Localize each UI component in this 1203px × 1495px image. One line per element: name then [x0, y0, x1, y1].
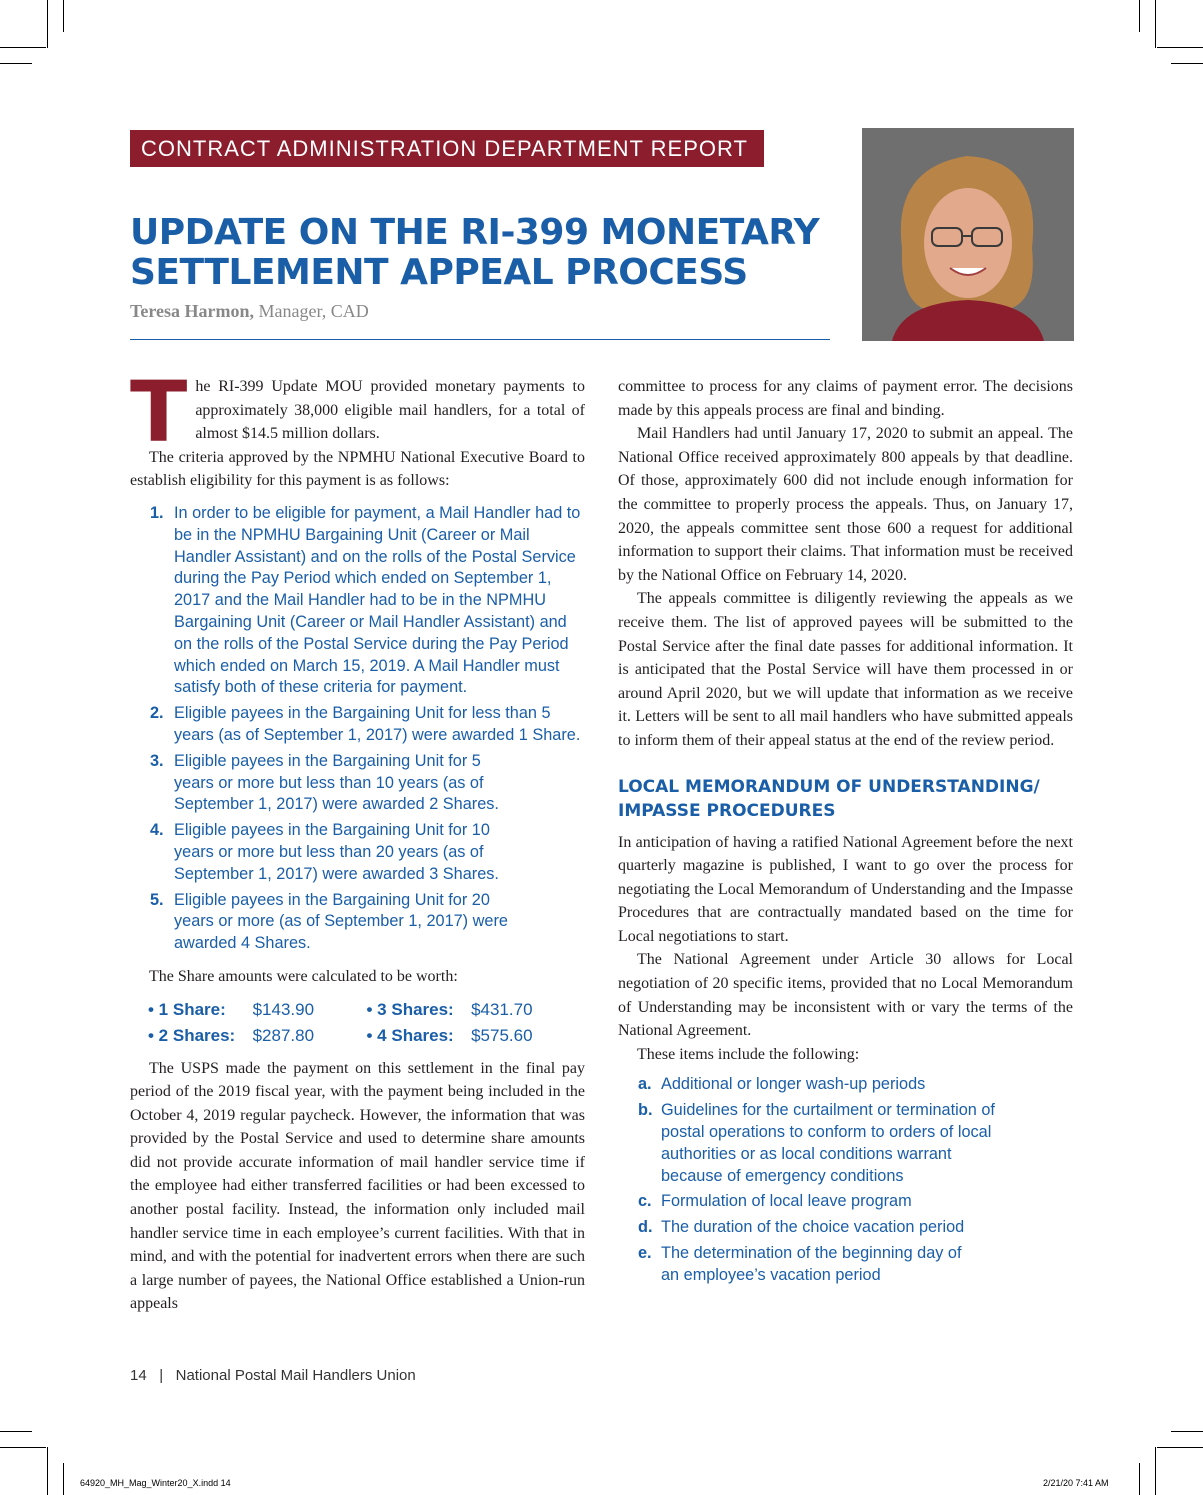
crop-mark	[0, 1431, 32, 1432]
slug-file: 64920_MH_Mag_Winter20_X.indd 14	[80, 1478, 231, 1488]
list-number: 5.	[150, 890, 164, 909]
title-line-1: UPDATE ON THE RI-399 MONETARY	[130, 212, 820, 253]
department-banner: CONTRACT ADMINISTRATION DEPARTMENT REPORT	[130, 130, 764, 167]
criteria-intro: The criteria approved by the NPMHU National Executive Board to establish eligibility for this payment is as follows:	[130, 448, 585, 490]
page-footer	[130, 1367, 416, 1384]
article30-paragraph: The National Agreement under Article 30 allows for Local negotiation of 20 specific items, provided that no Local Memorandum of Understanding may be inconsistent with or vary the terms of the National Agreement.	[618, 951, 1073, 1040]
list-item	[130, 820, 585, 885]
share-label: • 1 Share:	[148, 999, 226, 1019]
byline	[130, 301, 369, 322]
list-text: Eligible payees in the Bargaining Unit for less than 5 years (as of September 1, 2017) were awarded 1 Share.	[174, 704, 581, 744]
crop-mark	[1157, 1447, 1203, 1448]
section-heading	[618, 775, 1073, 823]
list-letter: b.	[638, 1101, 653, 1120]
list-item	[130, 703, 585, 747]
share-label: • 4 Shares:	[366, 1025, 454, 1045]
publication-name: National Postal Mail Handlers Union	[175, 1367, 416, 1384]
heading-line: LOCAL MEMORANDUM OF UNDERSTANDING/	[618, 776, 1040, 797]
list-letter: d.	[638, 1218, 653, 1237]
list-letter: a.	[638, 1075, 652, 1094]
list-item	[130, 751, 585, 816]
list-item	[618, 1243, 1073, 1287]
review-paragraph: The appeals committee is diligently reviewing the appeals as we receive them. The list of approved payees will be submitted to the Postal Service after the final date passes for additional information. It is anticipated that the Postal Service will have them processed in or around April 2020, but we will update that information as we receive it. Letters will be sent to all mail handlers who have submitted appeals to inform them of their appeal status at the end of the review period.	[618, 590, 1073, 749]
title-rule	[130, 339, 830, 340]
list-text: Guidelines for the curtailment or termination of postal operations to conform to orders of local authorities or as local conditions warrant because of emergency conditions	[661, 1101, 995, 1185]
list-item	[130, 890, 585, 955]
page-number: 14	[130, 1367, 147, 1384]
crop-mark	[47, 0, 48, 48]
items-intro: These items include the following:	[637, 1045, 860, 1063]
list-text: The determination of the beginning day of an employee’s vacation period	[661, 1244, 962, 1284]
list-item	[130, 503, 585, 699]
list-letter: c.	[638, 1192, 652, 1211]
author-portrait	[862, 128, 1074, 341]
crop-mark	[47, 1447, 48, 1495]
crop-mark	[1139, 1463, 1140, 1495]
list-text: Additional or longer wash-up periods	[661, 1075, 926, 1094]
crop-mark	[1157, 47, 1203, 48]
share-value: $287.80	[252, 1025, 315, 1045]
intro-text: he RI-399 Update MOU provided monetary payments to approximately 38,000 eligible mail handlers, for a total of almost $14.5 million dollars.	[195, 378, 585, 443]
shares-intro: The Share amounts were calculated to be worth:	[149, 967, 458, 985]
list-number: 1.	[150, 503, 164, 522]
slug-date: 2/21/20 7:41 AM	[1043, 1478, 1109, 1488]
share-label: • 2 Shares:	[148, 1025, 236, 1045]
crop-mark	[0, 1447, 46, 1448]
crop-mark	[63, 1463, 64, 1495]
shares-row	[148, 997, 585, 1023]
author-name: Teresa Harmon,	[130, 301, 254, 321]
list-item	[618, 1074, 1073, 1096]
column-right	[618, 375, 1073, 1297]
deadline-paragraph: Mail Handlers had until January 17, 2020 to submit an appeal. The National Office received approximately 800 appeals by that deadline. Of those, approximately 600 did not include enough information for the committee to properly process the appeals. Thus, on January 17, 2020, the appeals committee sent those 600 a request for additional information to support their claims. That information must be received by the National Office on February 14, 2020.	[618, 425, 1073, 584]
article-title	[130, 213, 830, 293]
share-value: $575.60	[471, 1025, 533, 1045]
share-value: $431.70	[471, 999, 533, 1019]
list-number: 4.	[150, 821, 164, 840]
usps-paragraph: The USPS made the payment on this settlement in the final pay period of the 2019 fiscal year, with the payment being included in the October 4, 2019 regular paycheck. However, the information that was provided by the Postal Service and used to determine share amounts did not provide accurate information of mail handler service time if the employee had either transferred facilities or had been excessed to another postal facility. Instead, the information only included mail handler service time in each employee’s current facilities. With that in mind, and with the potential for inadvertent errors when there are such a large number of payees, the National Office established a Union-run appeals	[130, 1059, 585, 1313]
crop-mark	[1155, 1447, 1156, 1495]
list-text: Formulation of local leave program	[661, 1192, 912, 1211]
heading-line: IMPASSE PROCEDURES	[618, 800, 836, 821]
portrait-icon	[862, 128, 1074, 341]
list-text: The duration of the choice vacation period	[661, 1218, 965, 1237]
crop-mark	[0, 63, 32, 64]
footer-separator: |	[159, 1367, 164, 1384]
items-list	[618, 1074, 1073, 1286]
title-line-2: SETTLEMENT APPEAL PROCESS	[130, 252, 748, 293]
crop-mark	[1139, 0, 1140, 32]
list-letter: e.	[638, 1244, 652, 1263]
crop-mark	[63, 0, 64, 32]
criteria-list	[130, 503, 585, 955]
list-item	[618, 1191, 1073, 1213]
list-text: Eligible payees in the Bargaining Unit for 20 years or more (as of September 1, 2017) were awarded 4 Shares.	[174, 890, 508, 953]
shares-table	[148, 997, 585, 1049]
committee-paragraph: committee to process for any claims of payment error. The decisions made by this appeals process are final and binding.	[618, 378, 1073, 419]
author-role: Manager, CAD	[258, 301, 369, 321]
list-number: 3.	[150, 751, 164, 770]
drop-cap: T	[130, 363, 188, 461]
crop-mark	[1171, 1431, 1203, 1432]
list-number: 2.	[150, 704, 164, 723]
list-text: In order to be eligible for payment, a Mail Handler had to be in the NPMHU Bargaining Unit (Career or Mail Handler Assistant) and on the rolls of the Postal Service during the Pay Period which ended on September 1, 2017 and the Mail Handler had to be in the NPMHU Bargaining Unit (Career or Mail Handler Assistant) and on the rolls of the Postal Service during the Pay Period which ended on March 15, 2019. A Mail Handler must satisfy both of these criteria for payment.	[174, 503, 581, 697]
crop-mark	[1171, 63, 1203, 64]
column-left	[130, 363, 585, 1316]
share-label: • 3 Shares:	[366, 999, 454, 1019]
intro-paragraph	[130, 363, 585, 461]
list-item	[618, 1217, 1073, 1239]
share-value: $143.90	[252, 999, 315, 1019]
list-item	[618, 1100, 1073, 1187]
list-text: Eligible payees in the Bargaining Unit for 5 years or more but less than 10 years (as of September 1, 2017) were awarded 2 Shares.	[174, 751, 499, 814]
shares-row	[148, 1023, 585, 1049]
crop-mark	[1155, 0, 1156, 48]
anticipation-paragraph: In anticipation of having a ratified National Agreement before the next quarterly magazine is published, I want to go over the process for negotiating the Local Memorandum of Understanding and the Impasse Procedures that are contractually mandated based on the time for Local negotiations to start.	[618, 833, 1073, 945]
crop-mark	[0, 47, 46, 48]
list-text: Eligible payees in the Bargaining Unit for 10 years or more but less than 20 years (as of September 1, 2017) were awarded 3 Shares.	[174, 821, 499, 883]
